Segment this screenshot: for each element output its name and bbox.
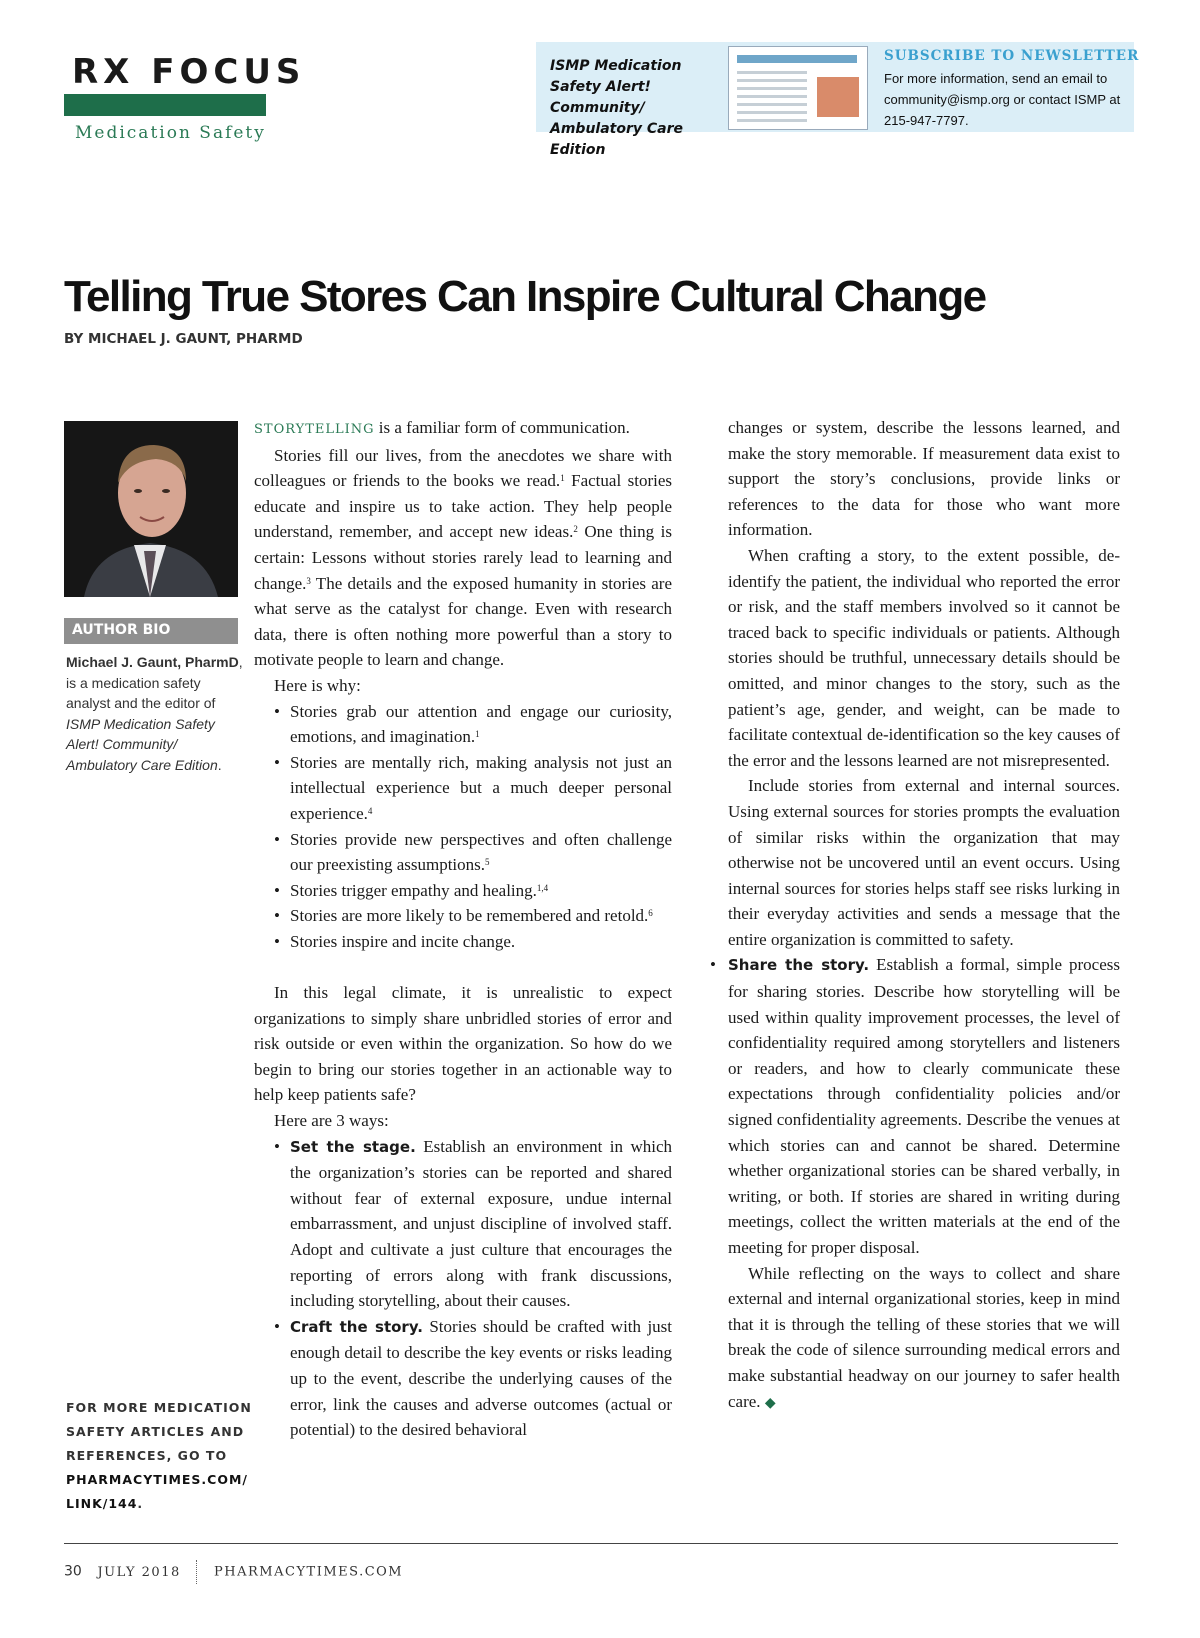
ways-list-continued bbox=[728, 952, 1120, 1260]
page-number: 30 bbox=[64, 1563, 82, 1580]
list-item-heading: Craft the story. bbox=[290, 1317, 423, 1336]
list-item bbox=[254, 750, 672, 827]
issue-date: JULY 2018 bbox=[97, 1564, 181, 1580]
paragraph bbox=[254, 415, 672, 443]
list-item-text: Stories grab our attention and engage our curiosity, emotions, and imagination. bbox=[290, 701, 672, 747]
footer-separator bbox=[196, 1560, 198, 1584]
article-byline: BY MICHAEL J. GAUNT, PHARMD bbox=[64, 331, 303, 347]
lead-in: STORYTELLING bbox=[254, 422, 375, 437]
list-item-heading: Set the stage. bbox=[290, 1137, 416, 1156]
list-item-text: Establish a formal, simple process for sharing stories. Describe how storytelling will be used within quality improvement processes, the level of confidentiality required among storytellers and listeners or readers, and how to clearly communicate these expectations through confidentiality policies and/or signed confidentiality agreements. Describe the venues at which stories can and cannot be shared. Determine whether organizational stories can be shared verbally, in writing, or both. If stories are shared in writing during meetings, collect the written materials at the end of the meeting for proper disposal. bbox=[728, 955, 1120, 1257]
reference-marker: 4 bbox=[367, 805, 373, 816]
list-item bbox=[254, 699, 672, 750]
author-bio-end: . bbox=[217, 756, 222, 773]
list-item-text: Stories inspire and incite change. bbox=[290, 931, 516, 951]
list-item-text: Establish an environment in which the organization’s stories can be reported and shared without fear of external exposure, undue internal embarrassment, and unjust discipline of involved staff. Adopt and cultivate a just culture that encourages the reporting of errors along with frank discussions, including storytelling, about their causes. bbox=[290, 1136, 672, 1311]
paragraph: Here is why: bbox=[274, 675, 361, 695]
article-column-1 bbox=[254, 415, 672, 1443]
paragraph: changes or system, describe the lessons learned, and make the story memorable. If measurement data exist to support the story’s conclusions, provide links or references to the data for those who want more information. bbox=[728, 418, 1120, 540]
reference-marker: 1,4 bbox=[536, 882, 549, 893]
reference-marker: 5 bbox=[485, 857, 490, 868]
ways-list bbox=[254, 1134, 672, 1443]
footer-rule bbox=[64, 1543, 1118, 1544]
footer-site: PHARMACYTIMES.COM bbox=[214, 1564, 404, 1580]
more-articles-text: FOR MORE MEDICATION SAFETY ARTICLES AND REFERENCES, GO TO bbox=[66, 1400, 252, 1463]
list-item bbox=[728, 952, 1120, 1260]
paragraph-text: Stories fill our lives, from the anecdotes we share with colleagues or friends to the books we read. bbox=[254, 445, 672, 491]
reasons-list bbox=[254, 699, 672, 955]
list-item bbox=[254, 1314, 672, 1443]
list-item-text: Stories trigger empathy and healing. bbox=[290, 880, 537, 900]
section-title: RX FOCUS bbox=[72, 52, 306, 92]
author-bio-label-text: AUTHOR BIO bbox=[72, 622, 171, 638]
paragraph: When crafting a story, to the extent possible, de-identify the patient, the individual who reported the error or risk, and the staff members involved so it cannot be traced back to specific individuals or patients. Although stories should be truthful, unnecessary details should be omitted, and minor changes to the story, such as the patient’s age, gender, and weight, can be made to facilitate contextual de-identification so the key causes of the error and the lessons learned are not misrepresented. bbox=[728, 545, 1120, 770]
paragraph: Here are 3 ways: bbox=[274, 1111, 389, 1131]
reference-marker: 3 bbox=[306, 575, 311, 586]
paragraph-text: is a familiar form of communication. bbox=[374, 418, 630, 437]
page-footer bbox=[64, 1560, 403, 1584]
list-item-text: Stories are mentally rich, making analysis not just an intellectual experience but a much deeper personal experience. bbox=[290, 752, 672, 823]
list-item-heading: Share the story. bbox=[728, 956, 870, 975]
list-item bbox=[254, 929, 672, 955]
author-photo bbox=[64, 421, 238, 597]
reference-marker: 1 bbox=[560, 473, 565, 484]
paragraph: In this legal climate, it is unrealistic to expect organizations to simply share unbridled stories of error and risk outside or even within the organization. So how do we begin to bring our stories together in an actionable way to help keep patients safe? bbox=[254, 983, 672, 1105]
reference-marker: 1 bbox=[475, 729, 480, 740]
list-item bbox=[254, 903, 672, 929]
reference-marker: 6 bbox=[648, 908, 653, 919]
section-color-bar bbox=[64, 94, 266, 116]
list-item-text: Stories are more likely to be remembered and retold. bbox=[290, 906, 649, 926]
paragraph bbox=[254, 443, 672, 673]
author-bio-label bbox=[64, 618, 238, 644]
end-mark-icon: ◆ bbox=[764, 1395, 776, 1411]
article-column-2 bbox=[728, 415, 1120, 1416]
list-item-text: Stories should be crafted with just enough detail to describe the key events or risks leading up to the event, describe the underlying causes of the error, link the causes and adverse outcomes (actual or potential) to the desired behavioral bbox=[290, 1316, 673, 1440]
more-articles-end: . bbox=[137, 1496, 144, 1511]
newsletter-edition-title: ISMP Medication Safety Alert! Community/ Ambulatory Care Edition bbox=[550, 58, 683, 158]
more-articles-note bbox=[66, 1396, 252, 1516]
author-bio-text bbox=[66, 652, 246, 775]
list-item bbox=[254, 1134, 672, 1314]
author-bio-desc: , is a medication safety analyst and the editor of bbox=[66, 654, 243, 711]
list-item bbox=[254, 827, 672, 878]
list-item bbox=[254, 878, 672, 904]
paragraph bbox=[728, 1261, 1120, 1417]
section-subtitle: Medication Safety bbox=[75, 123, 266, 143]
more-articles-link[interactable]: PHARMACYTIMES.COM/ LINK/144 bbox=[66, 1472, 248, 1511]
paragraph-text: Factual stories educate and inspire us to take action. They help people understand, remember, and accept new ideas. bbox=[254, 471, 673, 542]
paragraph: Include stories from external and internal sources. Using external sources for stories prompts the evaluation of similar risks within the organization that may otherwise not be uncovered until an event occurs. Using internal sources for stories helps staff see risks lurking in their everyday activities and sends a message that the entire organization is committed to safety. bbox=[728, 776, 1120, 949]
reference-marker: 2 bbox=[573, 524, 578, 535]
newsletter-heading: SUBSCRIBE TO NEWSLETTER bbox=[884, 48, 1140, 64]
paragraph-text: The details and the exposed humanity in stories are what serve as the catalyst for change. Even with research data, there is often nothing more powerful than a story to motivate people to learn and change. bbox=[254, 573, 672, 670]
paragraph-text: One thing is certain: Lessons without stories rarely lead to learning and change. bbox=[254, 522, 672, 593]
author-name: Michael J. Gaunt, PharmD bbox=[66, 654, 239, 670]
newsletter-cover-thumbnail bbox=[728, 46, 868, 130]
list-item-text: Stories provide new perspectives and often challenge our preexisting assumptions. bbox=[290, 829, 672, 875]
author-bio-publication: ISMP Medication Safety Alert! Community/ Ambulatory Care Edition bbox=[66, 715, 218, 773]
article-headline: Telling True Stores Can Inspire Cultural Change bbox=[64, 272, 986, 321]
newsletter-contact-text: For more information, send an email to community@ismp.org or contact ISMP at 215-947-7797. bbox=[884, 71, 1121, 128]
paragraph-text: While reflecting on the ways to collect and share external and internal organizational stories, keep in mind that it is through the telling of these stories that we will break the code of silence surrounding medical errors and make substantial headway on our journey to safer health care. bbox=[728, 1263, 1120, 1411]
